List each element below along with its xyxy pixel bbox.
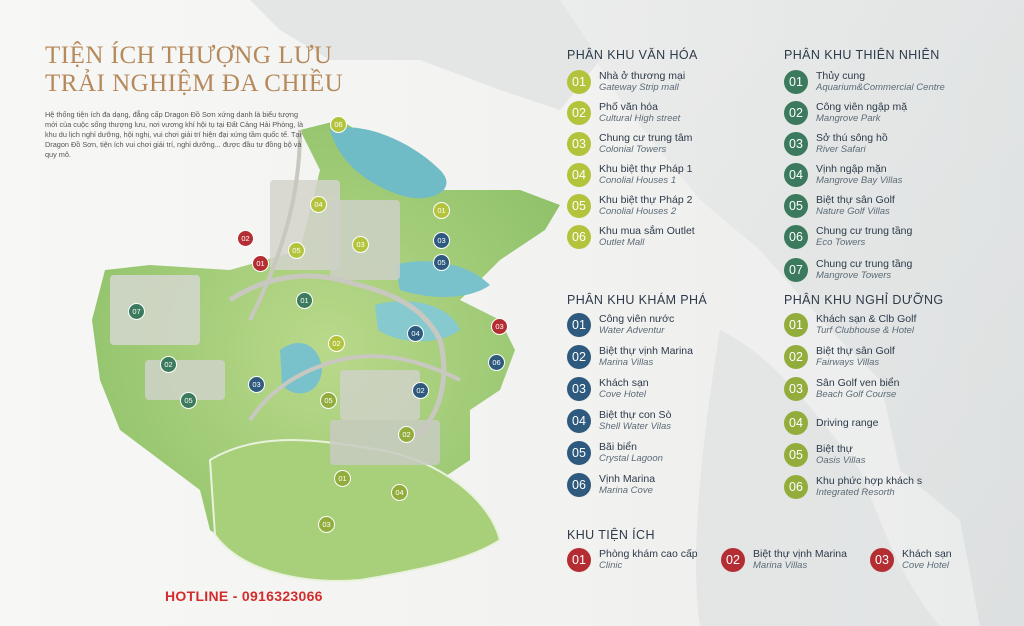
map-pin-kham-pha-02[interactable]: 02 xyxy=(412,382,429,399)
thien-nhien-item-07[interactable] xyxy=(784,258,912,282)
item-number: 06 xyxy=(784,475,808,499)
van-hoa-item-02[interactable] xyxy=(567,101,680,125)
map-pin-tien-ich-03[interactable]: 03 xyxy=(491,318,508,335)
van-hoa-item-05[interactable] xyxy=(567,194,692,218)
map-pin-nghi-duong-01[interactable]: 01 xyxy=(334,470,351,487)
item-sub: Cove Hotel xyxy=(902,560,949,571)
item-name: Biệt thự sân Golf xyxy=(816,194,895,206)
item-name: Phố văn hóa xyxy=(599,101,658,113)
item-sub: Clinic xyxy=(599,560,623,571)
item-number: 01 xyxy=(567,548,591,572)
block-center xyxy=(340,370,420,420)
kham-pha-item-01[interactable] xyxy=(567,313,674,337)
map-pin-kham-pha-03[interactable]: 03 xyxy=(433,232,450,249)
page-title xyxy=(45,42,343,98)
van-hoa-item-06[interactable] xyxy=(567,225,695,249)
map-pin-tien-ich-01[interactable]: 01 xyxy=(252,255,269,272)
zone-tien-ich-title: KHU TIỆN ÍCH xyxy=(567,528,655,542)
title-line-2: TRẢI NGHIỆM ĐA CHIỀU xyxy=(45,70,344,97)
item-sub: Integrated Resorth xyxy=(816,487,895,498)
item-number: 03 xyxy=(784,132,808,156)
item-sub: Turf Clubhouse & Hotel xyxy=(816,325,915,336)
item-sub: Nature Golf Villas xyxy=(816,206,890,217)
map-pin-van-hoa-02[interactable]: 02 xyxy=(328,335,345,352)
map-pin-thien-nhien-07[interactable]: 07 xyxy=(128,303,145,320)
item-name: Biệt thự vịnh Marina xyxy=(599,345,693,357)
item-number: 03 xyxy=(567,132,591,156)
map-pin-kham-pha-05[interactable]: 05 xyxy=(433,254,450,271)
thien-nhien-item-02[interactable] xyxy=(784,101,907,125)
item-name: Nhà ở thương mại xyxy=(599,70,686,82)
thien-nhien-item-01[interactable] xyxy=(784,70,945,94)
item-sub: Eco Towers xyxy=(816,237,866,248)
zone-tien-ich xyxy=(567,528,1007,578)
map-pin-thien-nhien-05[interactable]: 05 xyxy=(180,392,197,409)
zone-van-hoa xyxy=(567,48,777,258)
nghi-duong-item-04[interactable] xyxy=(784,411,878,435)
nghi-duong-item-03[interactable] xyxy=(784,377,899,401)
item-number: 02 xyxy=(784,345,808,369)
item-name: Bãi biển xyxy=(599,441,637,453)
map-pin-nghi-duong-02[interactable]: 02 xyxy=(398,426,415,443)
item-name: Khu mua sắm Outlet xyxy=(599,225,695,237)
description: Hệ thống tiện ích đa dạng, đẳng cấp Dragon Đồ Sơn xứng danh là biểu tượng mới của cuộc sống thượng lưu, nơi vương khí hội tụ tại Đất Cảng Hải Phòng, là khu du lịch nghỉ dưỡng, hội nghị, vui chơi giải trí hiện đại xứng tầm quốc tế. Tại Dragon Đồ Sơn, tiện ích vui chơi giải trí, nghỉ dưỡng... được đầu tư đồng bộ và quy mô. xyxy=(45,110,304,159)
item-number: 03 xyxy=(870,548,894,572)
map-pin-van-hoa-05[interactable]: 05 xyxy=(288,242,305,259)
thien-nhien-item-05[interactable] xyxy=(784,194,895,218)
item-name: Khách sạn xyxy=(599,377,649,389)
item-name: Chung cư trung tầng xyxy=(816,225,913,237)
item-sub: Mangrove Bay Villas xyxy=(816,175,903,186)
item-name: Khu biệt thự Pháp 2 xyxy=(599,194,693,206)
kham-pha-item-03[interactable] xyxy=(567,377,649,401)
item-number: 02 xyxy=(567,101,591,125)
item-name: Sân Golf ven biển xyxy=(816,377,900,389)
item-name: Chung cư trung tâm xyxy=(599,132,693,144)
tien-ich-item-02[interactable] xyxy=(721,548,847,572)
nghi-duong-item-01[interactable] xyxy=(784,313,916,337)
item-name: Driving range xyxy=(816,417,879,429)
zone-thien-nhien-title: PHÂN KHU THIÊN NHIÊN xyxy=(784,48,940,62)
map-pin-tien-ich-02[interactable]: 02 xyxy=(237,230,254,247)
item-number: 04 xyxy=(567,163,591,187)
item-number: 07 xyxy=(784,258,808,282)
item-name: Khu biệt thự Pháp 1 xyxy=(599,163,693,175)
item-sub: River Safari xyxy=(816,144,866,155)
item-name: Biệt thự con Sò xyxy=(599,409,672,421)
item-number: 06 xyxy=(784,225,808,249)
zone-nghi-duong-title: PHÂN KHU NGHỈ DƯỠNG xyxy=(784,293,944,307)
item-number: 05 xyxy=(784,194,808,218)
item-sub: Crystal Lagoon xyxy=(599,453,663,464)
item-sub: Conolial Houses 1 xyxy=(599,175,677,186)
kham-pha-item-05[interactable] xyxy=(567,441,663,465)
map-pin-nghi-duong-05[interactable]: 05 xyxy=(320,392,337,409)
item-name: Chung cư trung tầng xyxy=(816,258,913,270)
tien-ich-item-01[interactable] xyxy=(567,548,698,572)
item-name: Vịnh Marina xyxy=(599,473,656,485)
item-number: 05 xyxy=(567,194,591,218)
item-number: 05 xyxy=(784,443,808,467)
tien-ich-item-03[interactable] xyxy=(870,548,952,572)
item-sub: Mangrove Park xyxy=(816,113,881,124)
item-sub: Marina Villas xyxy=(599,357,654,368)
kham-pha-item-02[interactable] xyxy=(567,345,693,369)
zone-van-hoa-title: PHÂN KHU VĂN HÓA xyxy=(567,48,698,62)
item-number: 01 xyxy=(784,313,808,337)
item-sub: Outlet Mall xyxy=(599,237,645,248)
item-number: 03 xyxy=(567,377,591,401)
item-sub: Cove Hotel xyxy=(599,389,646,400)
block-north xyxy=(270,180,340,270)
map-pin-kham-pha-04[interactable]: 04 xyxy=(407,325,424,342)
item-name: Công viên ngập mặ xyxy=(816,101,908,113)
item-sub: Gateway Strip mall xyxy=(599,82,679,93)
item-number: 02 xyxy=(721,548,745,572)
item-sub: Fairways Villas xyxy=(816,357,880,368)
item-name: Công viên nước xyxy=(599,313,675,325)
item-sub: Water Adventur xyxy=(599,325,665,336)
van-hoa-item-01[interactable] xyxy=(567,70,685,94)
item-number: 01 xyxy=(567,70,591,94)
item-sub: Mangrove Towers xyxy=(816,270,892,281)
item-number: 06 xyxy=(567,473,591,497)
item-sub: Cultural High street xyxy=(599,113,681,124)
zone-kham-pha-title: PHÂN KHU KHÁM PHÁ xyxy=(567,293,708,307)
item-name: Phòng khám cao cấp xyxy=(599,548,698,560)
thien-nhien-item-03[interactable] xyxy=(784,132,888,156)
item-sub: Aquarium&Commercial Centre xyxy=(816,82,945,93)
kham-pha-item-06[interactable] xyxy=(567,473,655,497)
thien-nhien-item-04[interactable] xyxy=(784,163,902,187)
item-number: 04 xyxy=(784,411,808,435)
map-pin-van-hoa-01[interactable]: 01 xyxy=(433,202,450,219)
map-pin-kham-pha-06[interactable]: 06 xyxy=(488,354,505,371)
item-name: Sở thú sông hồ xyxy=(816,132,888,144)
nghi-duong-item-05[interactable] xyxy=(784,443,865,467)
item-name: Khách sạn xyxy=(902,548,952,560)
item-number: 03 xyxy=(784,377,808,401)
hotline[interactable]: HOTLINE - 0916323066 xyxy=(165,588,323,604)
item-sub: Shell Water Vilas xyxy=(599,421,671,432)
item-sub: Colonial Towers xyxy=(599,144,667,155)
item-name: Khu phức hợp khách s xyxy=(816,475,923,487)
van-hoa-item-04[interactable] xyxy=(567,163,692,187)
van-hoa-item-03[interactable] xyxy=(567,132,692,156)
nghi-duong-item-02[interactable] xyxy=(784,345,895,369)
item-sub: Marina Cove xyxy=(599,485,653,496)
item-number: 04 xyxy=(784,163,808,187)
item-name: Biệt thự sân Golf xyxy=(816,345,895,357)
map-pin-van-hoa-03[interactable]: 03 xyxy=(352,236,369,253)
zone-kham-pha xyxy=(567,293,777,503)
item-number: 04 xyxy=(567,409,591,433)
zone-thien-nhien xyxy=(784,48,1014,288)
item-name: Vịnh ngập mặn xyxy=(816,163,887,175)
zone-nghi-duong xyxy=(784,293,1014,503)
item-number: 02 xyxy=(784,101,808,125)
map-pin-kham-pha-03b[interactable]: 03 xyxy=(248,376,265,393)
map-pin-van-hoa-06[interactable]: 06 xyxy=(330,116,347,133)
thien-nhien-item-06[interactable] xyxy=(784,225,912,249)
map-pin-thien-nhien-02[interactable]: 02 xyxy=(160,356,177,373)
item-number: 05 xyxy=(567,441,591,465)
map-pin-van-hoa-04[interactable]: 04 xyxy=(310,196,327,213)
item-sub: Oasis Villas xyxy=(816,455,866,466)
item-number: 02 xyxy=(567,345,591,369)
item-sub: Marina Villas xyxy=(753,560,808,571)
item-name: Thủy cung xyxy=(816,70,866,82)
kham-pha-item-04[interactable] xyxy=(567,409,671,433)
item-name: Biệt thự vịnh Marina xyxy=(753,548,847,560)
item-number: 01 xyxy=(567,313,591,337)
map-pin-nghi-duong-04[interactable]: 04 xyxy=(391,484,408,501)
map-pin-nghi-duong-03[interactable]: 03 xyxy=(318,516,335,533)
item-name: Biệt thự xyxy=(816,443,853,455)
block-west xyxy=(110,275,200,345)
title-line-1: TIỆN ÍCH THƯỢNG LƯU xyxy=(45,42,333,69)
map-pin-thien-nhien-01[interactable]: 01 xyxy=(296,292,313,309)
item-sub: Conolial Houses 2 xyxy=(599,206,677,217)
item-sub: Beach Golf Course xyxy=(816,389,897,400)
item-number: 06 xyxy=(567,225,591,249)
item-name: Khách sạn & Clb Golf xyxy=(816,313,917,325)
nghi-duong-item-06[interactable] xyxy=(784,475,922,499)
item-number: 01 xyxy=(784,70,808,94)
